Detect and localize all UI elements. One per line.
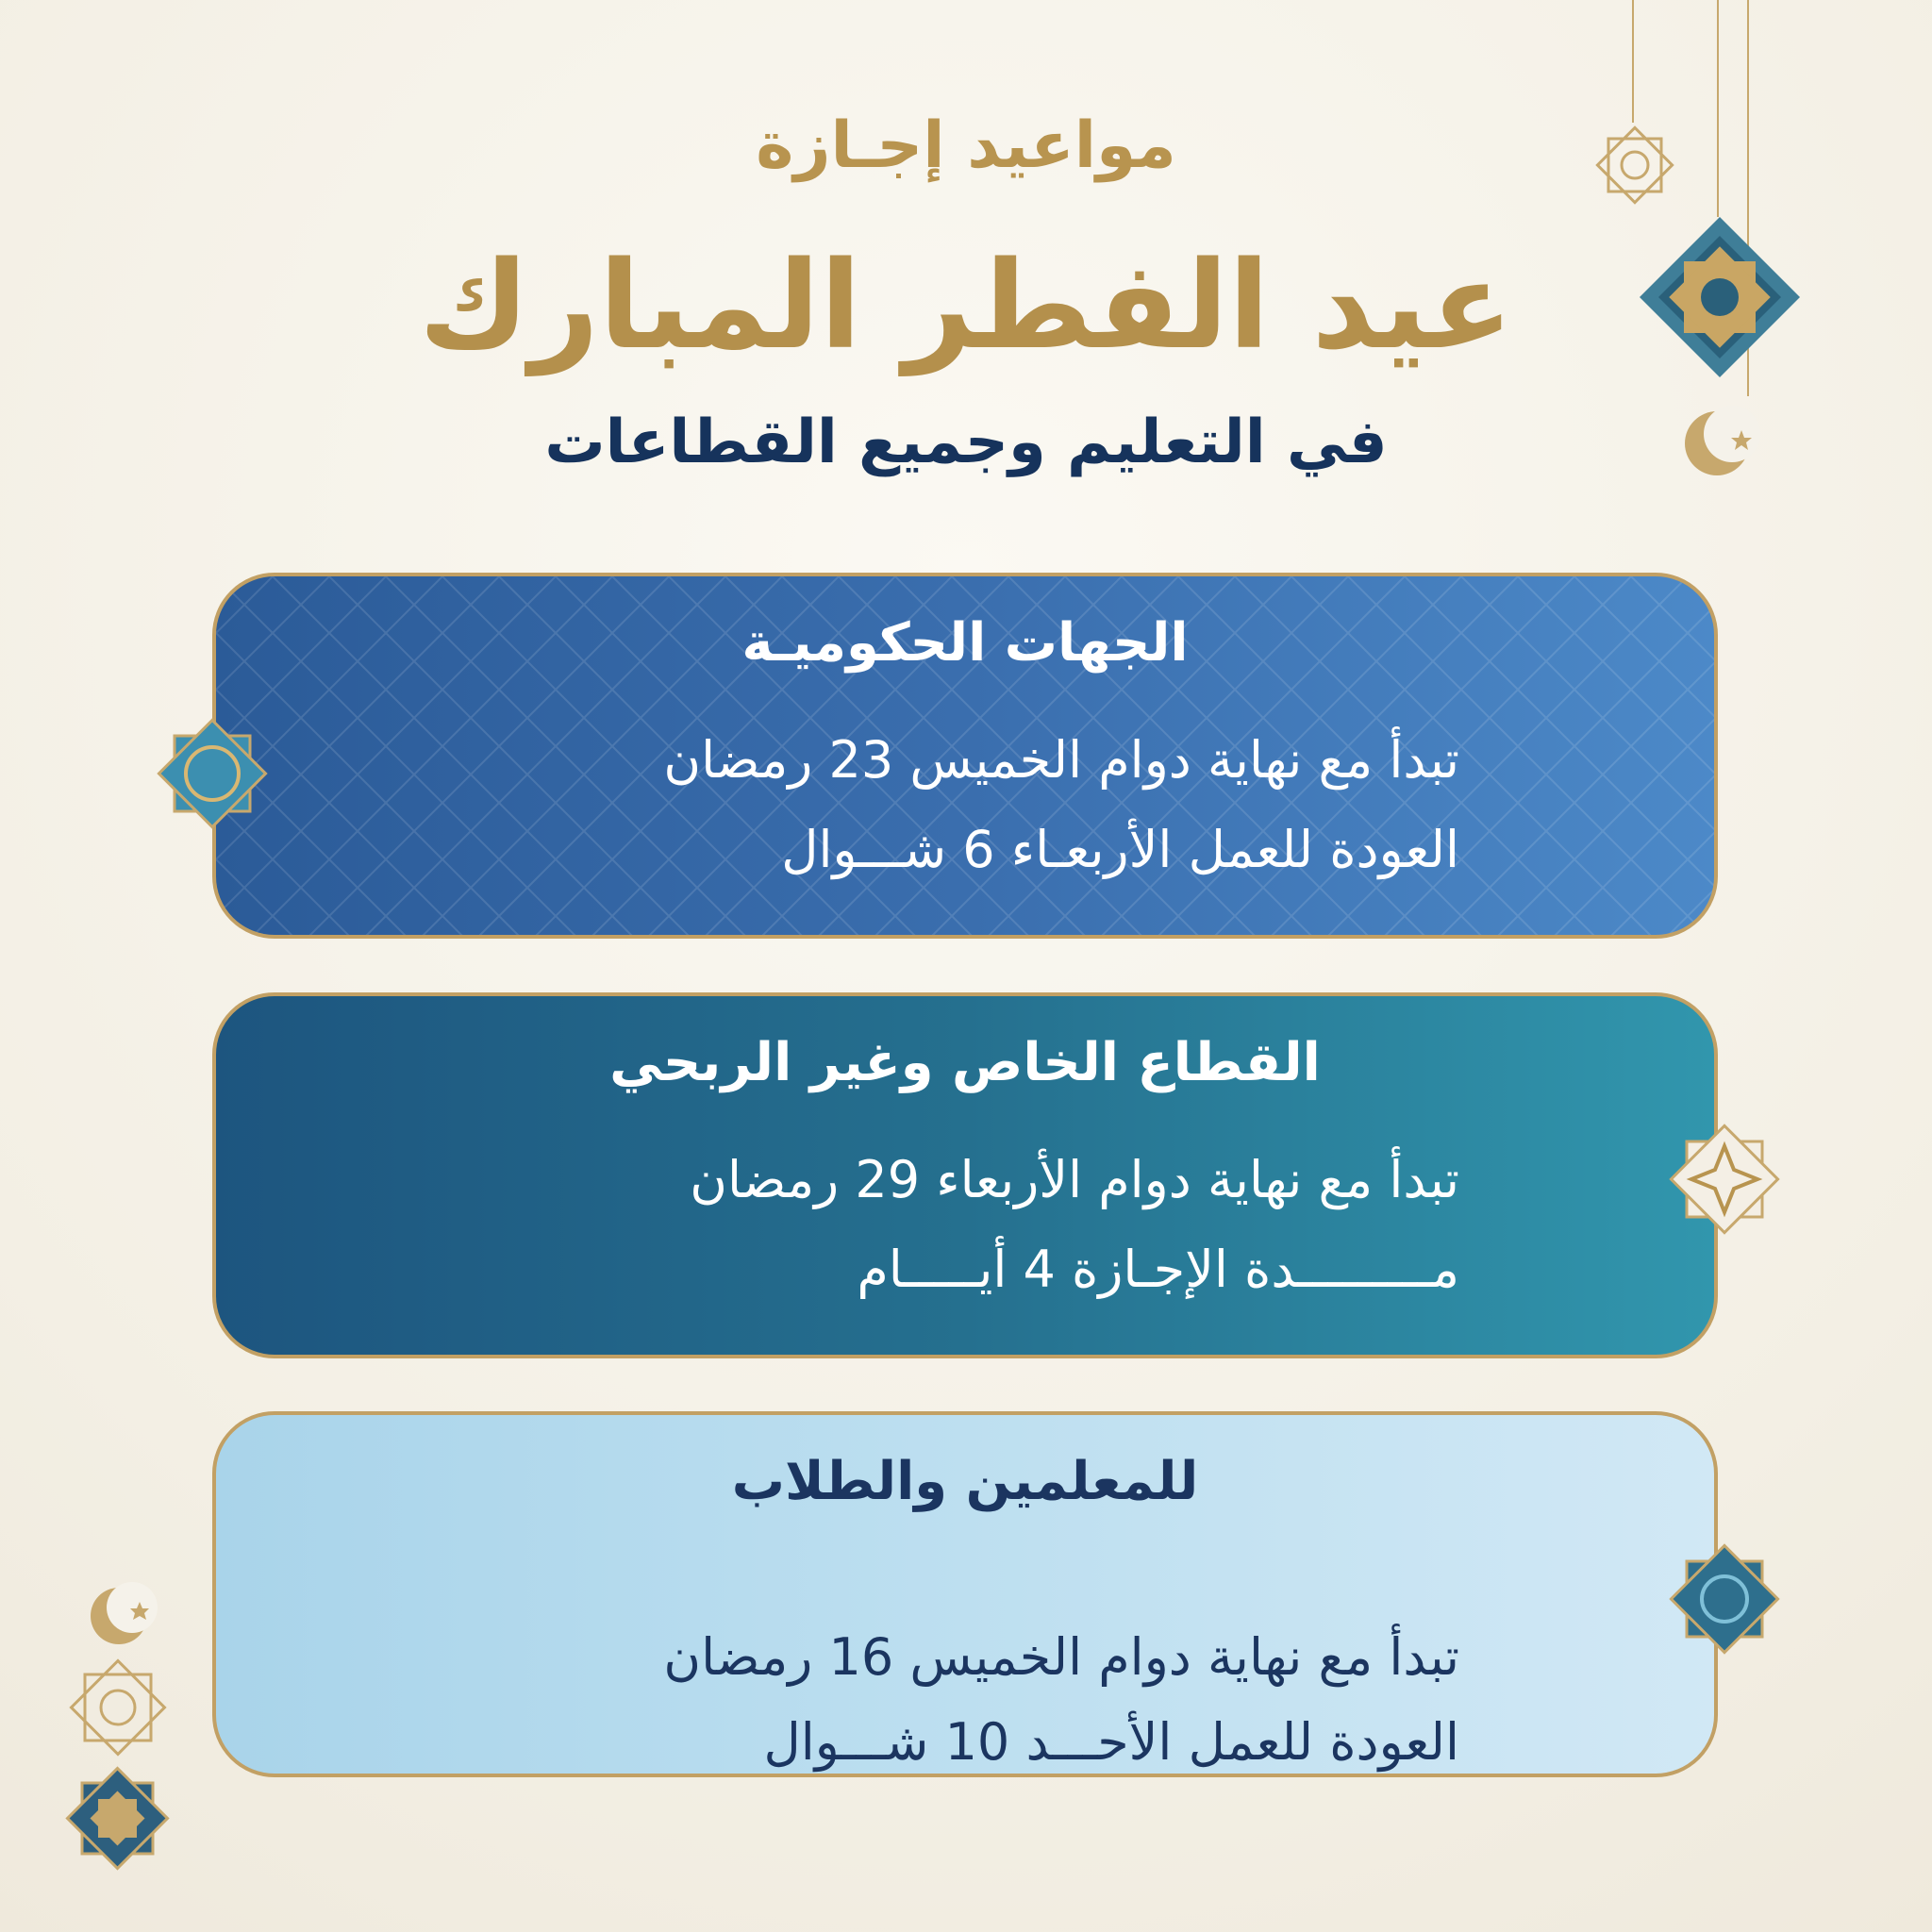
card-title: للمعلمين والطلاب bbox=[731, 1451, 1199, 1512]
title-eid-al-fitr: عيد الفطر المبارك bbox=[418, 236, 1514, 376]
card-return-text: العودة للعمل الأربعـاء 6 شـــوال bbox=[781, 820, 1459, 879]
right-star-ornament-icon bbox=[1663, 1118, 1786, 1241]
card-title: الجهات الحكوميـة bbox=[741, 612, 1189, 674]
bottom-left-star-ornament-icon bbox=[58, 1759, 176, 1877]
card-title: القطاع الخاص وغير الربحي bbox=[609, 1032, 1321, 1093]
title-holiday-dates: مواعيد إجـازة bbox=[756, 108, 1176, 183]
private-sector-card bbox=[212, 992, 1718, 1358]
bottom-left-crescent-icon bbox=[83, 1574, 168, 1658]
subtitle-education-sectors: في التعليم وجميع القطاعات bbox=[544, 408, 1388, 477]
teachers-students-card bbox=[212, 1411, 1718, 1777]
card-duration-text: مـــــــــدة الإجـازة 4 أيـــــام bbox=[857, 1240, 1459, 1299]
card-start-text: تبدأ مع نهاية دوام الأربعاء 29 رمضان bbox=[690, 1150, 1459, 1209]
government-sector-card bbox=[212, 573, 1718, 939]
right-teal-star-ornament-icon bbox=[1663, 1538, 1786, 1660]
hanging-string-1 bbox=[1632, 0, 1634, 123]
card-start-text: تبدأ مع نهاية دوام الخميس 16 رمضان bbox=[663, 1627, 1459, 1687]
card-start-text: تبدأ مع نهاية دوام الخميس 23 رمضان bbox=[663, 730, 1459, 790]
left-star-ornament-icon bbox=[151, 712, 274, 835]
bottom-left-pattern-ornament-icon bbox=[66, 1656, 170, 1759]
card-return-text: العودة للعمل الأحـــد 10 شـــوال bbox=[763, 1712, 1459, 1772]
